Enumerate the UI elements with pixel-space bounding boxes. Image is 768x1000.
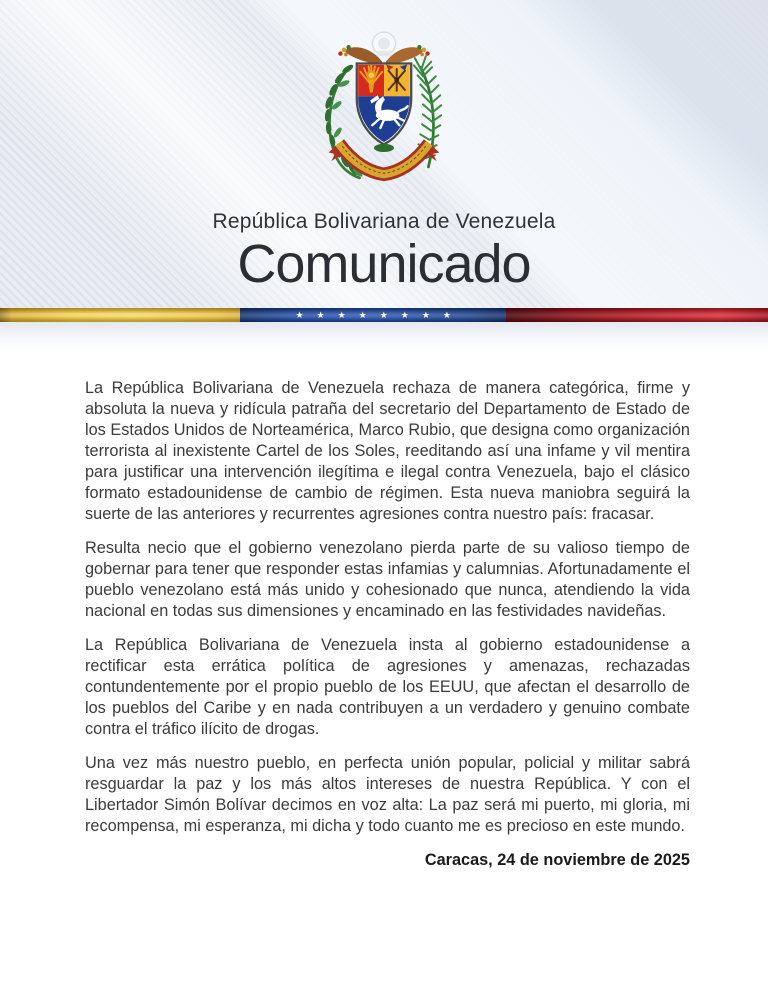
flag-yellow-stripe (0, 308, 240, 322)
paragraph-1: La República Bolivariana de Venezuela rechaza de manera categórica, firme y absoluta la nueva y ridícula patraña del secretario del Departamento de Estado de los Estados Unidos de Norteamérica, Marco Rubio, que designa como organización terrorista al inexistente Cartel de los Soles, reeditando así una infame y vil mentira para justificar una intervención ilegítima e ilegal contra Venezuela, bajo el clásico formato estadounidense de cambio de régimen. Esta nueva maniobra seguirá la suerte de las anteriores y recurrentes agresiones contra nuestro país: fracasar. (85, 379, 690, 523)
dateline: Caracas, 24 de noviembre de 2025 (424, 851, 690, 869)
country-name: República Bolivariana de Venezuela (212, 210, 556, 233)
page-title: Comunicado (237, 234, 531, 294)
document-body (0, 352, 768, 871)
venezuela-coat-of-arms-icon (291, 20, 477, 206)
flag-stars: ★★★★★★★★ (295, 310, 464, 320)
shield (357, 64, 411, 145)
band-fade (0, 322, 768, 352)
masthead (0, 0, 768, 308)
flag-red-stripe (506, 308, 768, 322)
wreath (372, 31, 396, 56)
paragraph-4: Una vez más nuestro pueblo, en perfecta unión popular, policial y militar sabrá resguardar la paz y los más altos intereses de nuestra República. Y con el Libertador Simón Bolívar decimos en voz alta: La paz será mi puerto, mi gloria, mi recompensa, mi esperanza, mi dicha y todo cuanto me es precioso en este mundo. (85, 754, 690, 835)
paragraph-2: Resulta necio que el gobierno venezolano pierda parte de su valioso tiempo de gobernar para tener que responder estas infamias y calumnias. Afortunadamente el pueblo venezolano está más unido y cohesionado que nunca, atendiendo la vida nacional en todas sus dimensiones y encaminado en las festividades navideñas. (85, 539, 690, 620)
flag-blue-stripe (240, 308, 506, 322)
flag-band (0, 308, 768, 322)
paragraph-3: La República Bolivariana de Venezuela insta al gobierno estadounidense a rectificar esta errática política de agresiones y amenazas, rechazadas contundentemente por el propio pueblo de los EEUU, que afectan el desarrollo de los pueblos del Caribe y en nada contribuyen a un verdadero y genuino combate contra el tráfico ilícito de drogas. (85, 636, 690, 738)
